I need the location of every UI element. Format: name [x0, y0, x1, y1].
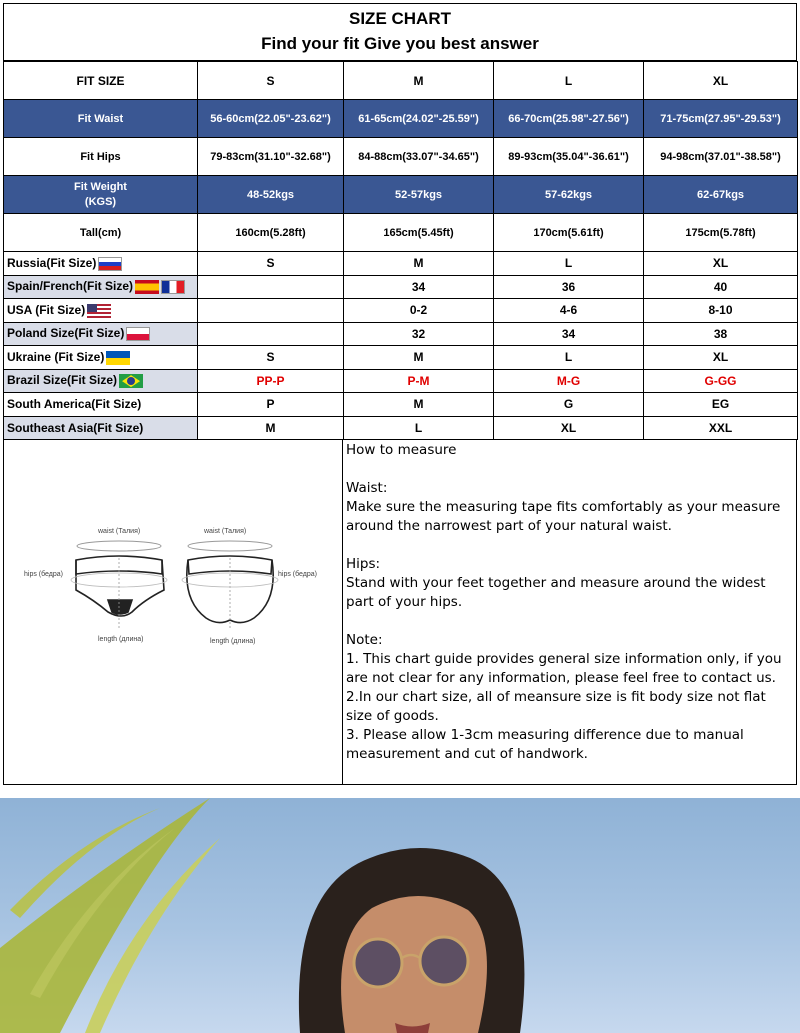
region-row-label-cell	[4, 299, 198, 323]
region-cell: M	[344, 393, 494, 417]
region-cell	[198, 299, 344, 323]
region-cell: XL	[494, 416, 644, 440]
region-cell: 34	[344, 275, 494, 299]
flag-es-icon	[135, 280, 159, 294]
spec-row-label: Fit Hips	[4, 138, 198, 176]
spec-row	[4, 138, 798, 176]
region-cell: 36	[494, 275, 644, 299]
region-label: Russia(Fit Size)	[7, 255, 97, 270]
region-cell: XL	[644, 252, 798, 276]
spec-row-label: Tall(cm)	[4, 214, 198, 252]
region-cell	[198, 275, 344, 299]
region-cell: XXL	[644, 416, 798, 440]
region-cell: 0-2	[344, 299, 494, 323]
spec-cell: 56-60cm(22.05"-23.62")	[198, 100, 344, 138]
flag-br-icon	[119, 374, 143, 388]
region-label: Southeast Asia(Fit Size)	[7, 420, 144, 435]
region-cell: G-GG	[644, 369, 798, 393]
measurement-diagram	[4, 440, 343, 784]
region-row	[4, 322, 798, 346]
flag-ua-icon	[106, 351, 130, 365]
region-row	[4, 346, 798, 370]
region-row	[4, 275, 798, 299]
header-row	[4, 62, 798, 100]
region-cell: 40	[644, 275, 798, 299]
note-title: Note:	[346, 632, 383, 648]
region-label: Spain/French(Fit Size)	[7, 279, 134, 294]
chart-subtitle: Find your fit Give you best answer	[261, 34, 539, 53]
size-table	[3, 61, 798, 440]
region-label: Brazil Size(Fit Size)	[7, 373, 118, 388]
region-cell: 32	[344, 322, 494, 346]
spec-cell: 160cm(5.28ft)	[198, 214, 344, 252]
region-cell	[198, 322, 344, 346]
front-length-label: length (длина)	[98, 636, 144, 643]
spec-row	[4, 214, 798, 252]
region-row-label-cell	[4, 322, 198, 346]
front-hips-label: hips (бедра)	[24, 571, 63, 578]
region-label: USA (Fit Size)	[7, 302, 86, 317]
region-cell: XL	[644, 346, 798, 370]
back-briefs-icon	[187, 556, 273, 623]
waist-text: Make sure the measuring tape fits comfortably as your measure around the narrowest part of your natural waist.	[346, 499, 781, 534]
model-photo	[0, 798, 800, 1033]
region-cell: 4-6	[494, 299, 644, 323]
spec-row-label: Fit Weight (KGS)	[4, 176, 198, 214]
note-1: 1. This chart guide provides general size information only, if you are not clear for any information, please feel free to contact us.	[346, 651, 782, 686]
spec-cell: 170cm(5.61ft)	[494, 214, 644, 252]
region-cell: P-M	[344, 369, 494, 393]
region-row-label-cell	[4, 275, 198, 299]
region-cell: 38	[644, 322, 798, 346]
region-row	[4, 416, 798, 440]
region-cell: 8-10	[644, 299, 798, 323]
spec-row	[4, 176, 798, 214]
spec-cell: 94-98cm(37.01"-38.58")	[644, 138, 798, 176]
measure-instructions	[343, 440, 796, 784]
spec-cell: 52-57kgs	[344, 176, 494, 214]
region-label: South America(Fit Size)	[7, 397, 142, 412]
spec-row-label: Fit Waist	[4, 100, 198, 138]
region-cell: S	[198, 252, 344, 276]
hips-text: Stand with your feet together and measure around the widest part of your hips.	[346, 575, 766, 610]
flag-pl-icon	[126, 327, 150, 341]
hips-title: Hips:	[346, 556, 381, 572]
header-label: FIT SIZE	[4, 62, 198, 100]
title-box	[3, 3, 797, 61]
region-row	[4, 299, 798, 323]
region-label: Poland Size(Fit Size)	[7, 326, 125, 341]
region-row-label-cell	[4, 416, 198, 440]
note-3: 3. Please allow 1-3cm measuring difference due to manual measurement and cut of handwork.	[346, 727, 744, 762]
region-cell: PP-P	[198, 369, 344, 393]
spec-row	[4, 100, 798, 138]
front-waist-label: waist (Талия)	[98, 528, 141, 535]
region-row-label-cell	[4, 369, 198, 393]
region-row-label-cell	[4, 393, 198, 417]
measure-section	[3, 440, 797, 785]
spec-cell: 84-88cm(33.07"-34.65")	[344, 138, 494, 176]
front-briefs-icon	[76, 556, 164, 616]
back-hips-label: hips (бедра)	[278, 571, 317, 578]
region-cell: L	[494, 346, 644, 370]
region-cell: 34	[494, 322, 644, 346]
header-size-xl: XL	[644, 62, 798, 100]
region-cell: M-G	[494, 369, 644, 393]
spec-cell: 61-65cm(24.02"-25.59")	[344, 100, 494, 138]
back-length-label: length (длина)	[210, 638, 256, 645]
header-size-s: S	[198, 62, 344, 100]
size-chart-sheet	[3, 3, 797, 785]
region-cell: P	[198, 393, 344, 417]
spec-cell: 79-83cm(31.10"-32.68")	[198, 138, 344, 176]
model-photo-image	[0, 798, 800, 1033]
spec-cell: 175cm(5.78ft)	[644, 214, 798, 252]
back-waist-label: waist (Талия)	[204, 528, 247, 535]
region-cell: EG	[644, 393, 798, 417]
flag-ru-icon	[98, 257, 122, 271]
measure-heading: How to measure	[346, 442, 457, 458]
spec-cell: 48-52kgs	[198, 176, 344, 214]
region-cell: G	[494, 393, 644, 417]
waist-title: Waist:	[346, 480, 388, 496]
palm-leaf-icon	[0, 798, 220, 1033]
header-size-l: L	[494, 62, 644, 100]
region-row	[4, 393, 798, 417]
flag-us-icon	[87, 304, 111, 318]
flag-fr-icon	[161, 280, 185, 294]
region-cell: L	[494, 252, 644, 276]
spec-cell: 89-93cm(35.04"-36.61")	[494, 138, 644, 176]
region-row-label-cell	[4, 346, 198, 370]
region-row	[4, 369, 798, 393]
note-2: 2.In our chart size, all of meansure size is fit body size not flat size of goods.	[346, 689, 766, 724]
region-cell: L	[344, 416, 494, 440]
region-cell: M	[198, 416, 344, 440]
briefs-diagram	[4, 440, 343, 785]
spec-cell: 71-75cm(27.95"-29.53")	[644, 100, 798, 138]
region-label: Ukraine (Fit Size)	[7, 349, 105, 364]
region-row	[4, 252, 798, 276]
spec-cell: 66-70cm(25.98"-27.56")	[494, 100, 644, 138]
spec-cell: 62-67kgs	[644, 176, 798, 214]
region-row-label-cell	[4, 252, 198, 276]
region-cell: S	[198, 346, 344, 370]
region-cell: M	[344, 346, 494, 370]
region-cell: M	[344, 252, 494, 276]
spec-cell: 57-62kgs	[494, 176, 644, 214]
header-size-m: M	[344, 62, 494, 100]
spec-cell: 165cm(5.45ft)	[344, 214, 494, 252]
chart-title: SIZE CHART	[349, 9, 451, 28]
